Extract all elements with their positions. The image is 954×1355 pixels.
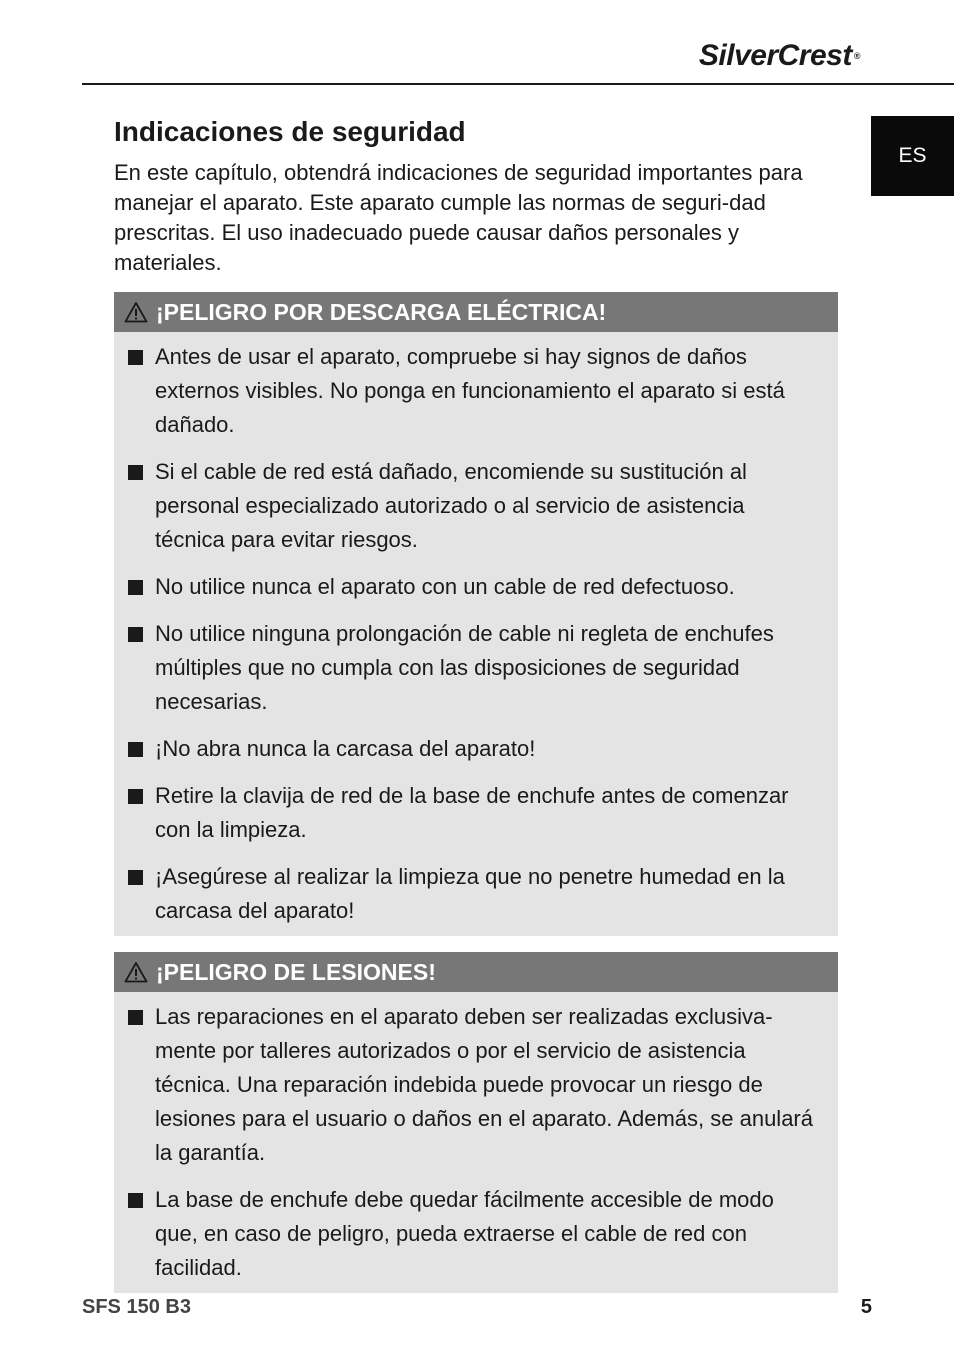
warning-list [114, 332, 838, 928]
list-item: La base de enchufe debe quedar fácilmente accesible de modo que, en caso de peligro, pueda extraerse el cable de red con facilidad. [114, 1183, 838, 1285]
warning-header [114, 292, 838, 332]
warning-box-injury [114, 952, 838, 1293]
square-bullet-icon [128, 580, 143, 595]
language-code: ES [898, 144, 927, 167]
square-bullet-icon [128, 870, 143, 885]
header-rule [82, 83, 954, 85]
square-bullet-icon [128, 1193, 143, 1208]
list-item: ¡No abra nunca la carcasa del aparato! [114, 732, 838, 766]
square-bullet-icon [128, 742, 143, 757]
warning-header [114, 952, 838, 992]
warning-box-electric [114, 292, 838, 936]
warning-triangle-icon [124, 961, 148, 983]
list-item: Retire la clavija de red de la base de enchufe antes de comenzar con la limpieza. [114, 779, 838, 847]
list-item: Si el cable de red está dañado, encomiende su sustitución al personal especializado autorizado o al servicio de asistencia técnica para evitar riesgos. [114, 455, 838, 557]
warning-triangle-icon [124, 301, 148, 323]
square-bullet-icon [128, 350, 143, 365]
trademark-symbol: ® [853, 51, 860, 61]
square-bullet-icon [128, 627, 143, 642]
warning-list [114, 992, 838, 1285]
list-item: Antes de usar el aparato, compruebe si hay signos de daños externos visibles. No ponga en funcionamiento el aparato si está dañado. [114, 340, 838, 442]
list-item: No utilice ninguna prolongación de cable ni regleta de enchufes múltiples que no cumpla con las disposiciones de seguridad necesarias. [114, 617, 838, 719]
warning-title: ¡PELIGRO POR DESCARGA ELÉCTRICA! [156, 298, 607, 325]
square-bullet-icon [128, 789, 143, 804]
square-bullet-icon [128, 1010, 143, 1025]
section-intro: En este capítulo, obtendrá indicaciones de seguridad importantes para manejar el aparato. Este aparato cumple las normas de seguri-dad prescritas. El uso inadecuado puede causar daños personales y materiales. [114, 160, 803, 275]
page-content [114, 110, 838, 1309]
section-title: Indicaciones de seguridad [114, 116, 466, 147]
list-item: Las reparaciones en el aparato deben ser realizadas exclusiva-mente por talleres autorizados o por el servicio de asistencia técnica. Una reparación indebida puede provocar un riesgo de lesiones para el usuario o daños en el aparato. Además, se anulará la garantía. [114, 1000, 838, 1170]
warning-title: ¡PELIGRO DE LESIONES! [156, 958, 436, 985]
page-number: 5 [860, 1296, 872, 1318]
list-item: No utilice nunca el aparato con un cable de red defectuoso. [114, 570, 838, 604]
square-bullet-icon [128, 465, 143, 480]
language-tab [871, 116, 954, 196]
list-item: ¡Asegúrese al realizar la limpieza que no penetre humedad en la carcasa del aparato! [114, 860, 838, 928]
brand-logo [699, 38, 860, 74]
footer-model: SFS 150 B3 [82, 1296, 191, 1318]
brand-name: SilverCrest [698, 39, 852, 72]
